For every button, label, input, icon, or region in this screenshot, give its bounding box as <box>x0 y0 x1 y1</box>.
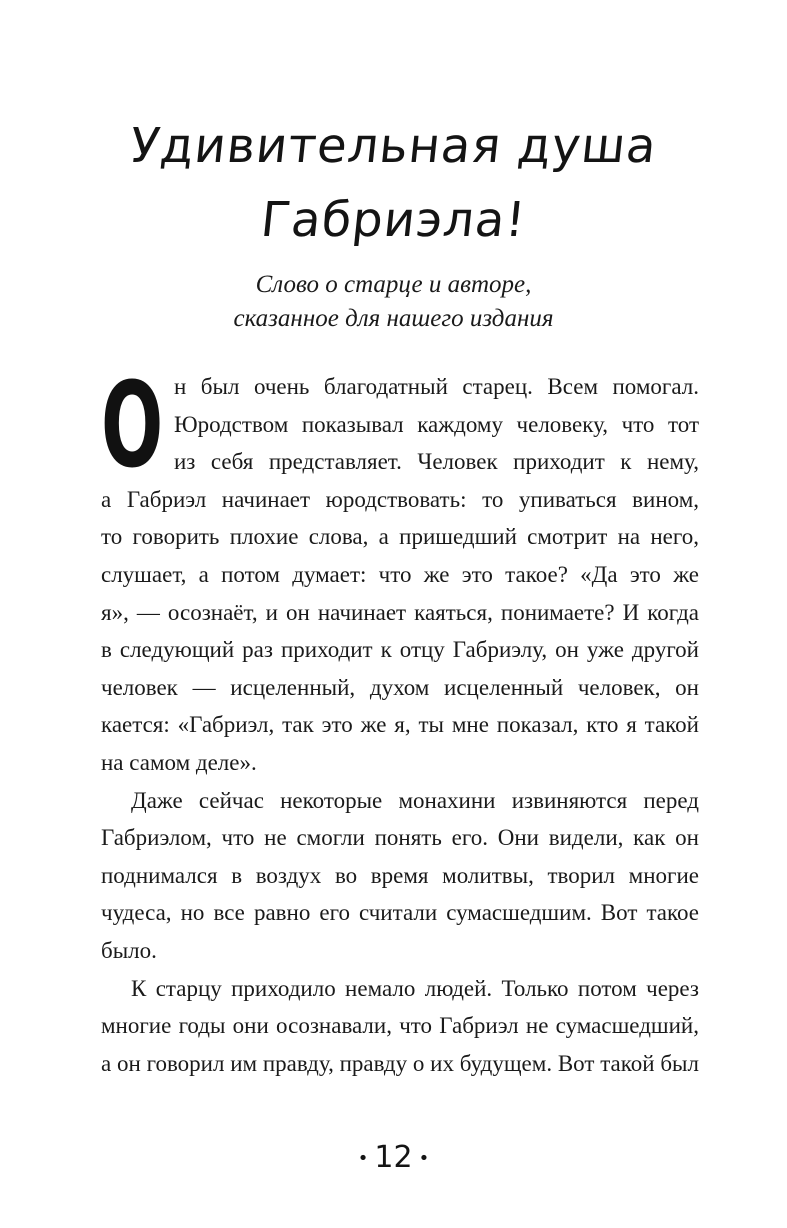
text-line: человек — исцеленный, духом исцеленный человек, он <box>101 674 699 700</box>
text-line: Юродством показывал каждому человеку, что тот <box>174 411 699 437</box>
body-text <box>101 356 699 1082</box>
page-number <box>0 1140 787 1175</box>
text-line: я», — осознаёт, и он начинает каяться, понимаете? И когда <box>101 599 699 625</box>
text-line: из себя представляет. Человек приходит к нему, <box>174 449 699 475</box>
text-line: в следующий раз приходит к отцу Габриэлу, он уже другой <box>101 637 699 663</box>
text-line: на самом деле». <box>101 749 257 775</box>
text-line: было. <box>101 937 157 963</box>
chapter-title-line-2: Габриэла! <box>258 192 529 248</box>
text-line: К старцу приходило немало людей. Только потом через <box>131 975 699 1001</box>
paragraph-3 <box>101 970 699 1083</box>
text-line: слушает, а потом думает: что же это такое? «Да это же <box>101 561 699 587</box>
page-number-value: 12 <box>374 1140 413 1175</box>
text-line: Габриэлом, что не смогли понять его. Они видели, как он <box>101 825 699 851</box>
ornament-dot-right-icon: • <box>418 1148 430 1169</box>
ornament-dot-left-icon: • <box>357 1148 369 1169</box>
paragraph-1 <box>101 356 699 782</box>
text-line: то говорить плохие слова, а пришедший смотрит на него, <box>101 524 699 550</box>
text-line: Даже сейчас некоторые монахини извиняются перед <box>131 787 699 813</box>
text-line: а он говорил им правду, правду о их будущем. Вот такой был <box>101 1050 699 1076</box>
drop-cap: О <box>101 356 164 494</box>
text-line: многие годы они осознавали, что Габриэл не сумасшедший, <box>101 1013 699 1039</box>
chapter-subtitle-line-2: сказанное для нашего издания <box>233 305 554 332</box>
text-line: н был очень благодатный старец. Всем помогал. <box>174 374 699 399</box>
text-line: а Габриэл начинает юродствовать: то упиваться вином, <box>101 486 699 512</box>
paragraph-2 <box>101 782 699 970</box>
chapter-subtitle-line-1: Слово о старце и авторе, <box>255 271 532 298</box>
text-line: кается: «Габриэл, так это же я, ты мне показал, кто я такой <box>101 712 699 738</box>
text-line: поднимался в воздух во время молитвы, творил многие <box>101 862 699 888</box>
chapter-title-line-1: Удивительная душа <box>127 118 660 174</box>
text-line: чудеса, но все равно его считали сумасшедшим. Вот такое <box>101 900 699 926</box>
